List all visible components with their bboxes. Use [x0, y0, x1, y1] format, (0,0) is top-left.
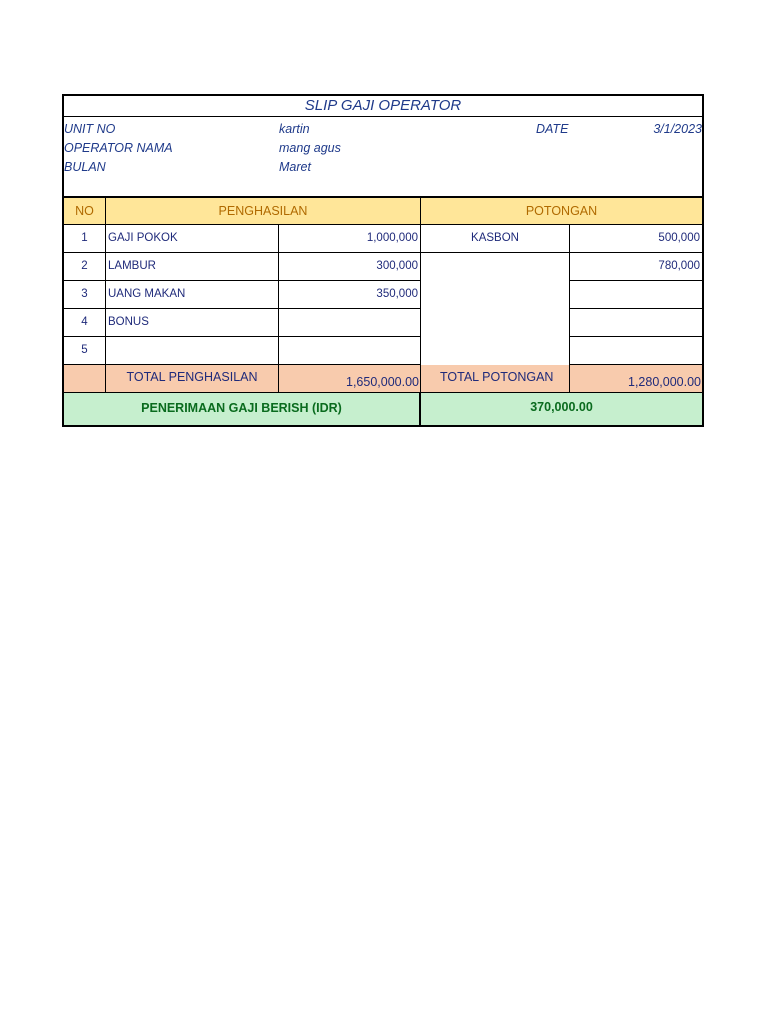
- unit-label: UNIT NO: [64, 122, 116, 136]
- earning-amount: [279, 309, 421, 337]
- earning-label: BONUS: [106, 309, 279, 337]
- deduction-amount: 780,000: [570, 253, 702, 281]
- total-potongan-label: TOTAL POTONGAN: [421, 365, 570, 393]
- date-value: 3/1/2023: [653, 122, 702, 136]
- row-no: 2: [64, 253, 106, 281]
- row-no: 1: [64, 225, 106, 253]
- net-pay-label: PENERIMAAN GAJI BERISH (IDR): [64, 393, 421, 425]
- deduction-amount: [570, 281, 702, 309]
- earning-amount: 300,000: [279, 253, 421, 281]
- slip-title: SLIP GAJI OPERATOR: [64, 96, 702, 117]
- earning-label: UANG MAKAN: [106, 281, 279, 309]
- earning-label: [106, 337, 279, 365]
- salary-slip: [62, 94, 704, 427]
- operator-value: mang agus: [279, 141, 341, 155]
- total-no-cell: [64, 365, 106, 393]
- header-penghasilan: PENGHASILAN: [106, 198, 421, 225]
- deduction-amount: 500,000: [570, 225, 702, 253]
- deduction-empty-block: [421, 253, 570, 365]
- net-pay-value: 370,000.00: [421, 393, 702, 425]
- total-potongan-value: 1,280,000.00: [570, 365, 702, 393]
- bulan-value: Maret: [279, 160, 311, 174]
- deduction-amount: [570, 309, 702, 337]
- date-label: DATE: [536, 122, 569, 136]
- earning-label: LAMBUR: [106, 253, 279, 281]
- operator-label: OPERATOR NAMA: [64, 141, 173, 155]
- earning-amount: 350,000: [279, 281, 421, 309]
- total-penghasilan-value: 1,650,000.00: [279, 365, 421, 393]
- header-no: NO: [64, 198, 106, 225]
- header-potongan: POTONGAN: [421, 198, 702, 225]
- row-no: 4: [64, 309, 106, 337]
- row-no: 5: [64, 337, 106, 365]
- total-penghasilan-label: TOTAL PENGHASILAN: [106, 365, 279, 393]
- deduction-label: KASBON: [421, 225, 570, 253]
- bulan-label: BULAN: [64, 160, 106, 174]
- row-no: 3: [64, 281, 106, 309]
- earning-label: GAJI POKOK: [106, 225, 279, 253]
- earning-amount: [279, 337, 421, 365]
- deduction-amount: [570, 337, 702, 365]
- unit-value: kartin: [279, 122, 310, 136]
- earning-amount: 1,000,000: [279, 225, 421, 253]
